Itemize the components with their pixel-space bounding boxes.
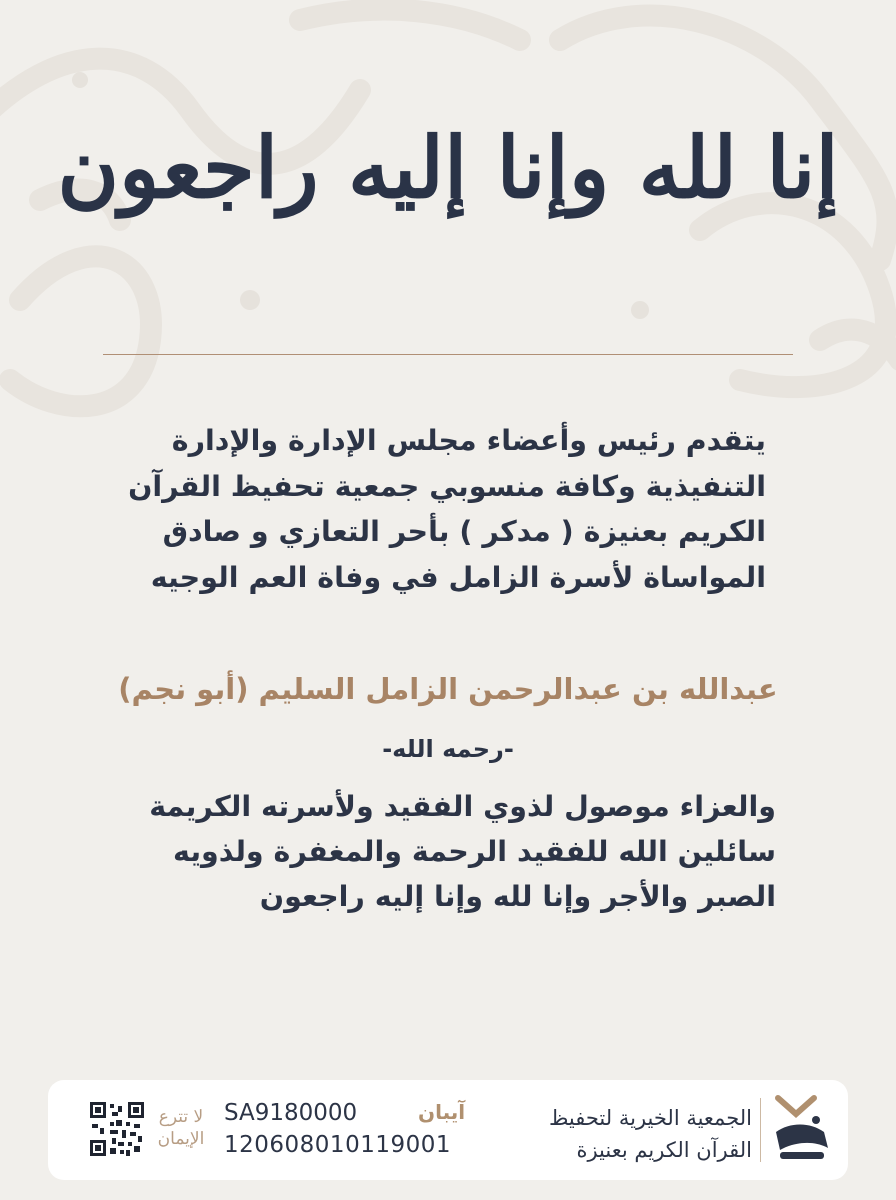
footer-bar (48, 1080, 848, 1180)
slogan-text: لا تترع الإيمان (157, 1107, 205, 1149)
section-divider (103, 354, 793, 355)
qr-code-icon[interactable] (90, 1102, 144, 1156)
organization-name-line1: الجمعية الخيرية لتحفيظ (548, 1106, 752, 1130)
madkar-logo-icon (770, 1092, 836, 1164)
organization-name (468, 1102, 752, 1166)
condolence-intro-text: يتقدم رئيس وأعضاء مجلس الإدارة والإدارة التنفيذية وكافة منسوبي جمعية تحفيظ القرآن الكريم بعنيزة ( مدكر ) بأحر التعازي و صادق المواساة لأسرة الزامل في وفاة العم الوجيه (128, 424, 766, 594)
iban-number-line2: 120608010119001 (224, 1132, 451, 1158)
iban-number-line1: SA9180000 (224, 1100, 358, 1126)
organization-name-line2: القرآن الكريم بعنيزة (576, 1138, 752, 1162)
mercy-phrase: -رحمه الله- (382, 735, 514, 763)
deceased-name: عبدالله بن عبدالرحمن الزامل السليم (أبو نجم) (118, 672, 778, 706)
condolence-closing-text: والعزاء موصول لذوي الفقيد ولأسرته الكريمة سائلين الله للفقيد الرحمة والمغفرة ولذويه الصبر والأجر وإنا لله وإنا إليه راجعون (149, 790, 776, 913)
iban-label: آيبان (418, 1100, 466, 1124)
footer-separator (760, 1098, 761, 1162)
quran-verse-heading: إنا لله وإنا إليه راجعون (57, 118, 839, 217)
